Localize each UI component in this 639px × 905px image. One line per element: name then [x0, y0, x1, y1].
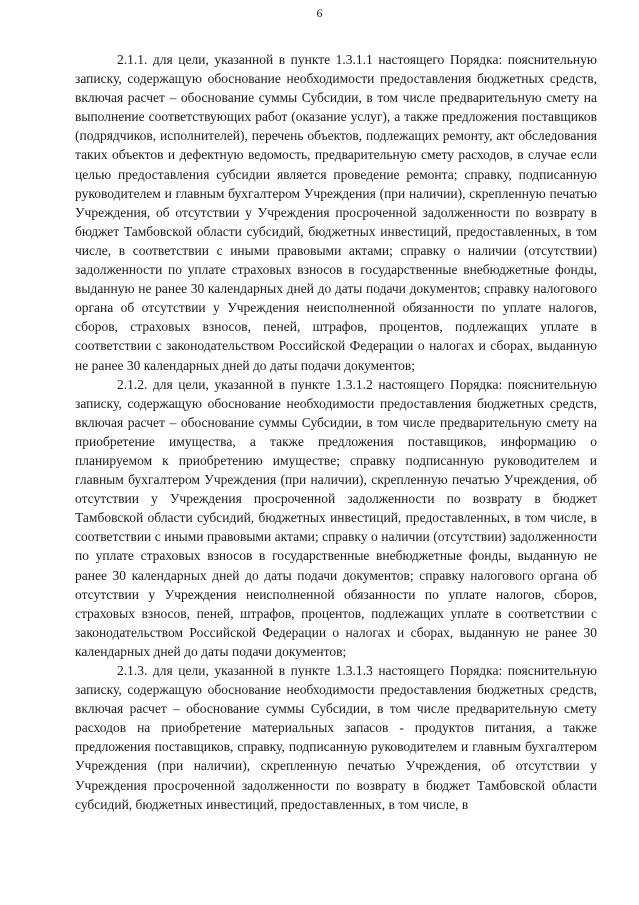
paragraph-2-1-2: 2.1.2. для цели, указанной в пункте 1.3.1.2 настоящего Порядка: пояснительную записку, содержащую обоснование необходимости предоставления бюджетных средств, включая расчет – обоснование суммы Субсидии, в том числе предварительную смету на приобретение имущества, а также предложения поставщиков, информацию о планируемом к приобретению имуществе; справку подписанную руководителем и главным бухгалтером Учреждения (при наличии), скрепленную печатью Учреждения, об отсутствии у Учреждения просроченной задолженности по возврату в бюджет Тамбовской области субсидий, бюджетных инвестиций, предоставленных, в том числе, в соответствии с иными правовыми актами; справку о наличии (отсутствии) задолженности по уплате страховых взносов в государственные внебюджетные фонды, выданную не ранее 30 календарных дней до даты подачи документов; справку налогового органа об отсутствии у Учреждения неисполненной обязанности по уплате налогов, сборов, страховых взносов, пеней, штрафов, процентов, подлежащих уплате в соответствии с законодательством Российской Федерации о налогах и сборах, выданную не ранее 30 календарных дней до даты подачи документов;	[75, 376, 597, 659]
page-number: 6	[316, 6, 323, 20]
document-body	[75, 50, 597, 814]
paragraph-2-1-3: 2.1.3. для цели, указанной в пункте 1.3.1.3 настоящего Порядка: пояснительную записку, содержащую обоснование необходимости предоставления бюджетных средств, включая расчет – обоснование суммы Субсидии, в том числе предварительную смету расходов на приобретение материальных запасов - продуктов питания, а также предложения поставщиков, справку, подписанную руководителем и главным бухгалтером Учреждения (при наличии), скрепленную печатью Учреждения, об отсутствии у Учреждения просроченной задолженности по возврату в бюджет Тамбовской области субсидий, бюджетных инвестиций, предоставленных, в том числе, в	[75, 663, 597, 812]
paragraph-2-1-1: 2.1.1. для цели, указанной в пункте 1.3.1.1 настоящего Порядка: пояснительную записку, содержащую обоснование необходимости предоставления бюджетных средств, включая расчет – обоснование суммы Субсидии, в том числе предварительную смету на выполнение соответствующих работ (оказание услуг), а также предложения поставщиков (подрядчиков, исполнителей), перечень объектов, подлежащих ремонту, акт обследования таких объектов и дефектную ведомость, предварительную смету расходов, в случае если целью предоставления субсидии является проведение ремонта; справку, подписанную руководителем и главным бухгалтером Учреждения (при наличии), скрепленную печатью Учреждения, об отсутствии у Учреждения просроченной задолженности по возврату в бюджет Тамбовской области субсидий, бюджетных инвестиций, предоставленных, в том числе, в соответствии с иными правовыми актами; справку о наличии (отсутствии) задолженности по уплате страховых взносов в государственные внебюджетные фонды, выданную не ранее 30 календарных дней до даты подачи документов; справку налогового органа об отсутствии у Учреждения неисполненной обязанности по уплате налогов, сборов, страховых взносов, пеней, штрафов, процентов, подлежащих уплате в соответствии с законодательством Российской Федерации о налогах и сборах, выданную не ранее 30 календарных дней до даты подачи документов;	[75, 52, 597, 373]
